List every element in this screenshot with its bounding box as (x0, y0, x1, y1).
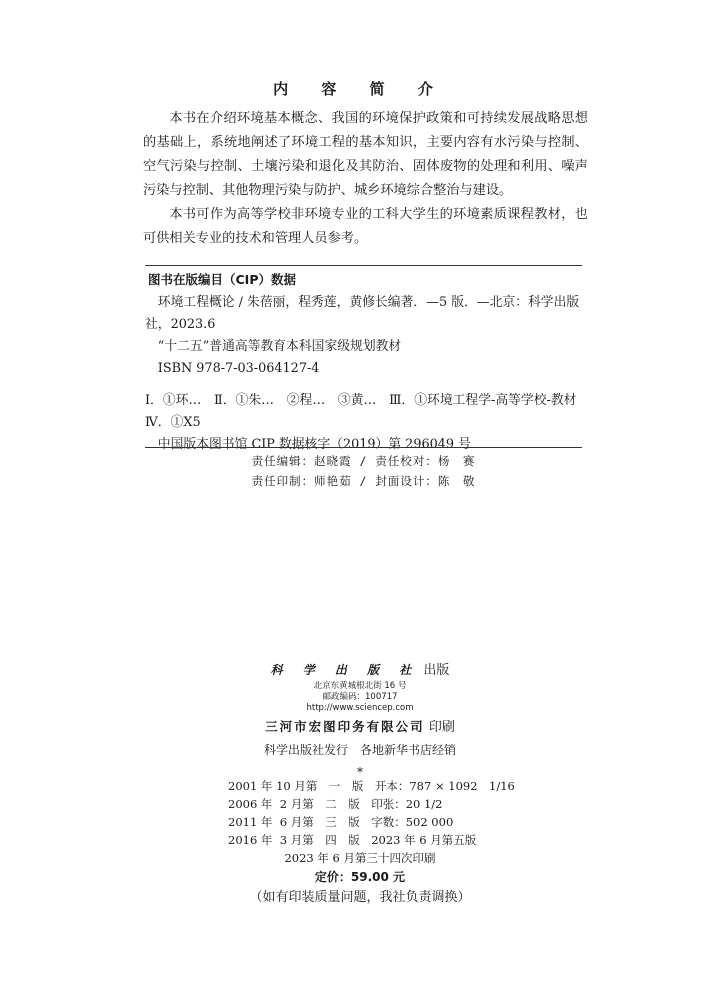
printing-line: 2023 年 6 月第三十四次印刷 (284, 851, 436, 865)
edition-row: 2001 年 10 月第 一 版 开本：787 × 1092 1/16 (228, 779, 515, 793)
printer-line (0, 716, 720, 739)
printer-name: 三河市宏图印务有限公司 (265, 719, 425, 734)
cip-classification-line: Ⅰ．①环… Ⅱ．①朱… ②程… ③黄… Ⅲ．①环境工程学-高等学校-教材 Ⅳ．①X5 (145, 393, 590, 430)
publisher-address: 北京东黄城根北街 16 号 (313, 681, 407, 691)
quality-notice: （如有印装质量问题，我社负责调换） (249, 890, 471, 905)
cip-record-line: 中国版本图书馆 CIP 数据核字（2019）第 296049 号 (157, 437, 471, 452)
edition-row: 2006 年 2 月第 二 版 印张：20 1/2 (228, 797, 443, 811)
publisher-website: http://www.sciencep.com (306, 703, 414, 713)
cip-block (145, 269, 590, 456)
credits-line-2: 责任印制：师艳茹 / 封面设计：陈 敬 (251, 474, 476, 488)
cip-top-rule (145, 265, 582, 266)
credits-line-1: 责任编辑：赵晓霞 / 责任校对：杨 赛 (251, 454, 476, 468)
separator-star: * (357, 765, 363, 779)
edition-row: 2016 年 3 月第 四 版 2023 年 6 月第五版 (228, 833, 477, 847)
edition-row: 2011 年 6 月第 三 版 字数：502 000 (228, 815, 454, 829)
editions-block (228, 777, 528, 849)
intro-paragraph-1: 本书在介绍环境基本概念、我国的环境保护政策和可持续发展战略思想的基础上，系统地阐述了环境工程的基本知识，主要内容有水污染与控制、空气污染与控制、土壤污染和退化及其防治、固体废物的处理和利用、噪声污染与控制、其他物理污染与防护、城乡环境综合整治与建设。 (143, 111, 588, 198)
cip-series-line: “十二五”普通高等教育本科国家级规划教材 (157, 339, 402, 354)
intro-title: 内 容 简 介 (273, 80, 447, 98)
price-line: 定价：59.00 元 (314, 870, 406, 884)
publisher-line (0, 660, 720, 681)
intro-paragraph-2: 本书可作为高等学校非环境专业的工科大学生的环境素质课程教材，也可供相关专业的技术和管理人员参考。 (143, 207, 588, 246)
publisher-block (0, 660, 720, 781)
cip-heading: 图书在版编目（CIP）数据 (148, 272, 296, 287)
cip-bottom-rule (145, 447, 582, 448)
publisher-suffix: 出版 (423, 663, 450, 678)
tail-block (0, 849, 720, 909)
cip-title-line: 环境工程概论 / 朱蓓丽，程秀莲，黄修长编著．—5 版．—北京：科学出版社，2023.6 (145, 295, 580, 332)
credits-block (145, 451, 582, 491)
printer-suffix: 印刷 (428, 720, 455, 735)
distribution-line: 科学出版社发行 各地新华书店经销 (263, 743, 456, 757)
intro-body (143, 107, 588, 251)
cip-isbn-line: ISBN 978-7-03-064127-4 (157, 361, 320, 376)
publisher-postcode: 邮政编码：100717 (322, 692, 398, 702)
publisher-name: 科 学 出 版 社 (270, 663, 420, 677)
